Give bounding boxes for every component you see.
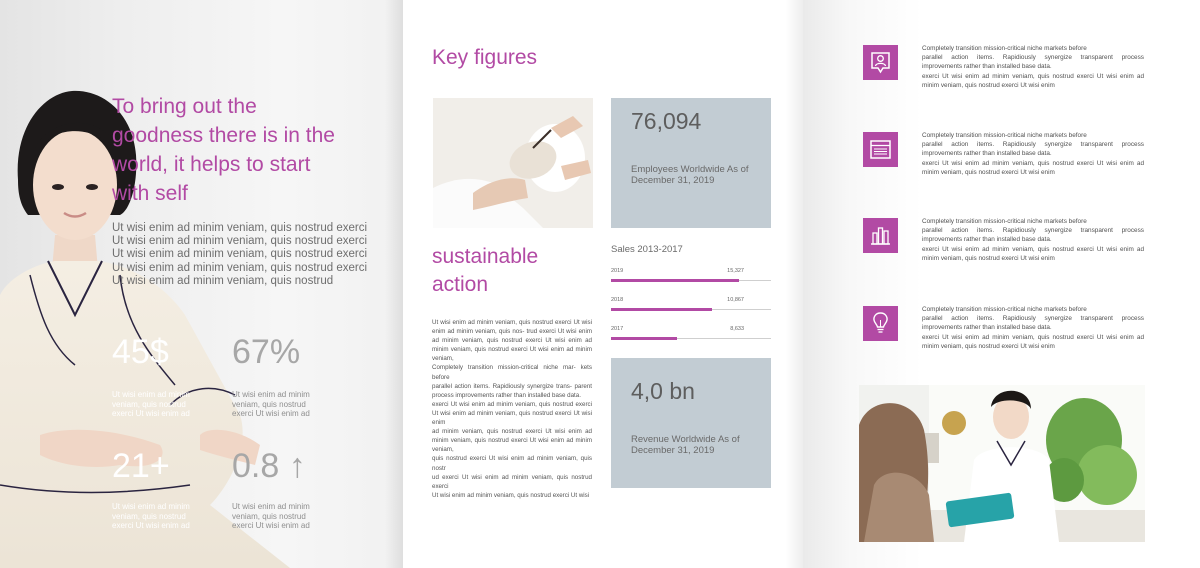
bar-value-label: 10,867 xyxy=(727,297,744,303)
panel-headline: To bring out the goodness there is in the world, it helps to start with self xyxy=(112,95,335,205)
sales-bar-row xyxy=(611,326,771,346)
browser-window-icon xyxy=(863,132,898,167)
lightbulb-icon xyxy=(863,306,898,341)
stat-value: 21+ xyxy=(112,447,170,485)
stat-caption: Ut wisi enim ad minim veniam, quis nostrud exerci Ut wisi enim ad xyxy=(112,390,190,419)
stat-caption: Ut wisi enim ad minim veniam, quis nostrud exerci Ut wisi enim ad xyxy=(112,502,190,531)
brochure-panel-right xyxy=(803,0,1200,568)
spa-facial-image xyxy=(433,98,593,228)
bar-year-label: 2017 xyxy=(611,326,624,332)
sales-bar-row xyxy=(611,268,771,288)
employees-figure-box xyxy=(611,98,771,228)
stat-caption: Ut wisi enim ad minim veniam, quis nostrud exerci Ut wisi enim ad xyxy=(232,390,310,419)
sales-chart-title: Sales 2013-2017 xyxy=(611,244,683,255)
bar-value-label: 8,633 xyxy=(730,326,744,332)
panel-body-text: Ut wisi enim ad minim veniam, quis nostrud exerci Ut wisi enim ad minim veniam, quis nostrud exerci Ut wisi enim ad minim veniam, quis nostrud exerci Ut wisi enim ad minim veniam, quis nostrud exerci Ut wisi enim ad minim veniam, quis nostrud xyxy=(112,222,368,287)
feature-description: Completely transition mission-critical niche markets before parallel action items. Rapidiously synergize transparent process improvements rather than installed base data. exerci Ut wisi enim ad minim veniam, quis nostrud exerci Ut wisi enim ad minim veniam, quis nostrud exerci Ut wisi enim xyxy=(922,306,1144,350)
page-title: Key figures xyxy=(432,46,538,69)
bar-chart-icon xyxy=(863,218,898,253)
feature-description: Completely transition mission-critical niche markets before parallel action items. Rapidiously synergize transparent process improvements rather than installed base data. exerci Ut wisi enim ad minim veniam, quis nostrud exerci Ut wisi enim ad minim veniam, quis nostrud exerci Ut wisi enim xyxy=(922,132,1144,176)
feature-description: Completely transition mission-critical niche markets before parallel action items. Rapidiously synergize transparent process improvements rather than installed base data. exerci Ut wisi enim ad minim veniam, quis nostrud exerci Ut wisi enim ad minim veniam, quis nostrud exerci Ut wisi enim xyxy=(922,45,1144,89)
figure-value: 76,094 xyxy=(631,108,702,134)
bar-year-label: 2019 xyxy=(611,268,624,274)
brochure-panel-middle xyxy=(403,0,803,568)
section-heading: sustainable action xyxy=(432,245,539,296)
stat-value: 67% xyxy=(232,333,301,371)
feature-description: Completely transition mission-critical niche markets before parallel action items. Rapidiously synergize transparent process improvements rather than installed base data. exerci Ut wisi enim ad minim veniam, quis nostrud exerci Ut wisi enim ad minim veniam, quis nostrud exerci Ut wisi enim xyxy=(922,218,1144,262)
bar-fill xyxy=(611,337,677,340)
stat-value: 45$ xyxy=(112,333,169,371)
page-fold-shadow xyxy=(385,0,403,568)
sales-bar-row xyxy=(611,297,771,317)
stat-value: 0.8 ↑ xyxy=(232,447,306,485)
stat-caption: Ut wisi enim ad minim veniam, quis nostrud exerci Ut wisi enim ad xyxy=(232,502,310,531)
brochure-panel-left xyxy=(0,0,403,568)
body-text: Ut wisi enim ad minim veniam, quis nostrud exerci Ut wisi enim ad minim veniam, quis nos- trud exerci Ut wisi enim ad minim veniam, quis nostrud exerci Ut wisi enim ad minim veniam, quis nostrud exerci Ut wisi enim ad minim veniam, Completely transition mission-critical niche mar- kets before parallel action items. Rapidiously synergize trans- parent process improvements rather than installed base data. exerci Ut wisi enim ad minim veniam, quis nostrud exerci Ut wisi enim ad minim veniam, quis nostrud exerci Ut wisi enim ad minim veniam, quis nostrud exerci Ut wisi enim ad minim veniam, quis nostrud exerci Ut wisi enim ad minim veniam, quis nostrud exerci Ut wisi enim ad minim veniam, quis nostr ud exerci Ut wisi enim ad minim veniam, quis nostrud exerci Ut wisi enim ad minim veniam, quis nostrud exerci Ut wisi xyxy=(432,319,592,499)
figure-label: Employees Worldwide As of December 31, 2019 xyxy=(631,164,749,186)
figure-label: Revenue Worldwide As of December 31, 2019 xyxy=(631,434,740,456)
revenue-figure-box xyxy=(611,358,771,488)
clinic-consultation-image xyxy=(859,385,1145,542)
user-chat-icon xyxy=(863,45,898,80)
page-fold-shadow xyxy=(785,0,803,568)
bar-fill xyxy=(611,308,712,311)
figure-value: 4,0 bn xyxy=(631,378,695,404)
bar-fill xyxy=(611,279,739,282)
bar-value-label: 15,327 xyxy=(727,268,744,274)
bar-year-label: 2018 xyxy=(611,297,624,303)
